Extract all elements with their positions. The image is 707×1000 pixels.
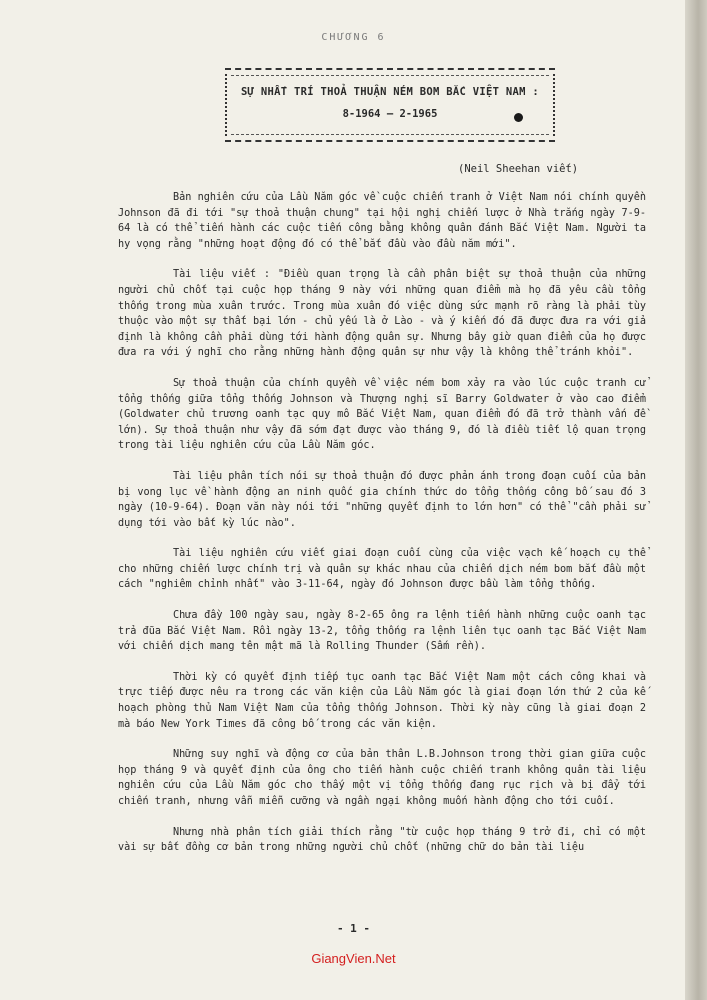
- page-binding-edge: [685, 0, 707, 1000]
- author-byline: (Neil Sheehan viết): [458, 163, 579, 175]
- page-number: - 1 -: [336, 922, 371, 935]
- document-title: SỰ NHẤT TRÍ THOẢ THUẬN NÉM BOM BẮC VIỆT NAM :: [241, 86, 539, 98]
- title-frame: [225, 68, 555, 142]
- paragraph-8: Những suy nghĩ và động cơ của bản thân L.B.Johnson trong thời gian giữa cuộc họp tháng 9 và quyết định của ông cho tiến hành cuộc chiến tranh không quân tài liệu nghiên cứu của Lầu Năm góc cho thấy một vị tổng thống đang rục rịch và bị đẩy tới chiến tranh, nhưng vẫn miễn cưỡng và ngần ngại không muốn hành động cho tới cuối.: [118, 749, 646, 807]
- paragraph-3: Sự thoả thuận của chính quyền về việc ném bom xảy ra vào lúc cuộc tranh cử tổng thống giữa tổng thống Johnson và Thượng nghị sĩ Barry Goldwater ở vào cao điểm (Goldwater chủ trương oanh tạc quy mô Bắc Việt Nam, quan điểm đó đã trở thành vấn đề lớn). Sự thoả thuận như vậy đã sớm đạt được vào tháng 9, đó là điều tiết lộ quan trọng trong tài liệu nghiên cứu của Lầu Năm góc.: [118, 377, 646, 452]
- chapter-label: CHƯƠNG 6: [321, 32, 386, 43]
- paragraph-5: Tài liệu nghiên cứu viết giai đoạn cuối cùng của việc vạch kế hoạch cụ thể cho những chiến lược chính trị và quân sự khác nhau của chiến dịch ném bom bắt đầu một cách "nghiêm chỉnh nhất" vào 3-11-64, ngày đó Johnson được bầu làm tổng thống.: [118, 548, 646, 591]
- paragraph-9: Nhưng nhà phân tích giải thích rằng "từ cuộc họp tháng 9 trở đi, chỉ có một vài sự bất đồng cơ bản trong những người chủ chốt (những chữ do bản tài liệu: [118, 826, 646, 854]
- paragraph-6: Chưa đầy 100 ngày sau, ngày 8-2-65 ông ra lệnh tiến hành những cuộc oanh tạc trả đũa Bắc Việt Nam. Rồi ngày 13-2, tổng thống ra lệnh liên tục oanh tạc Bắc Việt Nam với chiến dịch mang tên mật mã là Rolling Thunder (Sấm rền).: [118, 610, 646, 653]
- watermark-text: GiangVien.Net: [311, 951, 396, 966]
- paragraph-2: Tài liệu viết : "Điều quan trọng là cần phân biệt sự thoả thuận của những người chủ chốt tại cuộc họp tháng 9 này với những quan điểm mà họ đã yêu cầu tổng thống trong mùa xuân trước. Trong mùa xuân đó việc dùng sức mạnh rõ ràng là phải tùy thuộc vào một sự thất bại lớn - chủ yếu là ở Lào - và ý kiến đó đã được đưa ra với giả định là không cần phải dùng tới hành động quân sự. Nhưng bây giờ quan điểm của họ được đưa ra với ý nghĩ cho rằng những hành động quân sự như vậy là không thể tránh khỏi".: [118, 269, 646, 359]
- title-frame-inner: [231, 75, 549, 135]
- paragraph-1: Bản nghiên cứu của Lầu Năm góc về cuộc chiến tranh ở Việt Nam nói chính quyền Johnson đã đi tới "sự thoả thuận chung" tại hội nghị chiến lược ở Nhà trắng ngày 7-9-64 là có thể tiến hành các cuộc tiến công bằng không quân đánh Bắc Việt Nam. Người ta hy vọng rằng "những hoạt động đó có thể bắt đầu vào đầu năm mới".: [118, 192, 646, 250]
- document-date-range: 8-1964 — 2-1965: [342, 108, 438, 120]
- ink-dot: [514, 113, 523, 122]
- paragraph-7: Thời kỳ có quyết định tiếp tục oanh tạc Bắc Việt Nam một cách công khai và trực tiếp được nêu ra trong các văn kiện của Lầu Năm góc là giai đoạn lớn thứ 2 của kế hoạch phòng thủ Nam Việt Nam của tổng thống Johnson. Thời kỳ này cũng là giai đoạn 2 mà báo New York Times đã công bố trong các văn kiện.: [118, 671, 646, 730]
- paragraph-4: Tài liệu phân tích nói sự thoả thuận đó được phản ánh trong đoạn cuối của bản bị vong lục về hành động an ninh quốc gia chính thức do tổng thống công bố sau đó 3 ngày (10-9-64). Đoạn văn này nói tới "những quyết định to lớn hơn" có thể "cần phải sử dụng tới vào bất kỳ lúc nào".: [118, 470, 646, 529]
- body-text: [118, 190, 646, 871]
